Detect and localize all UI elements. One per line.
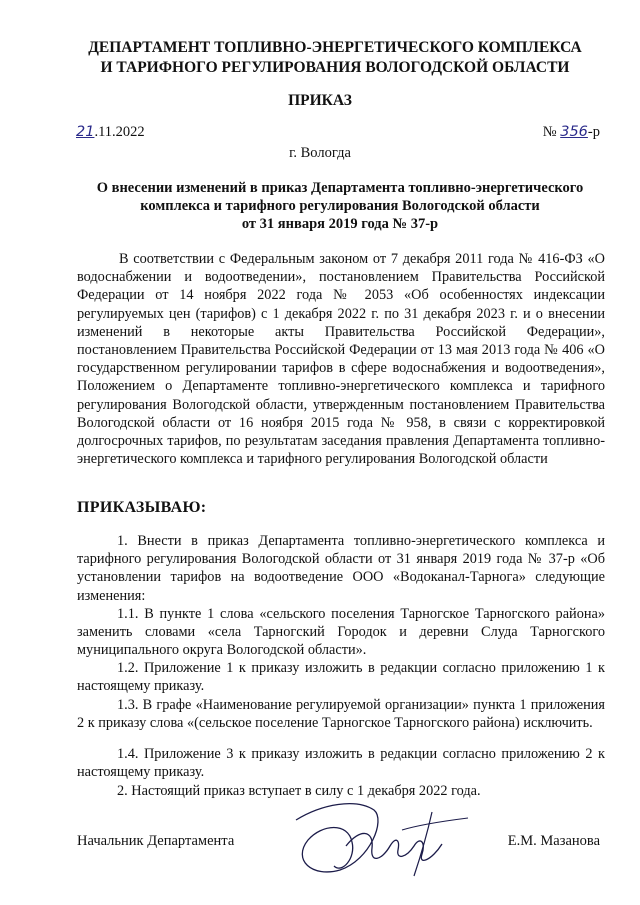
decree-heading: ПРИКАЗЫВАЮ: (77, 499, 207, 516)
city: г. Вологда (289, 145, 351, 161)
order-date (76, 124, 145, 141)
number-suffix: -р (587, 124, 600, 140)
document-type: ПРИКАЗ (288, 92, 352, 109)
preamble-paragraph: В соответствии с Федеральным законом от 7 декабря 2011 года № 416-ФЗ «О водоснабжении и водоотведении», постановлением Правительства Российской Федерации от 14 ноября 2022 года № 2053 «Об особенностях индексации регулируемых цен (тарифов) с 1 декабря 2022 г. по 31 декабря 2023 г. и о внесении изменений в некоторые акты Правительства Российской Федерации», постановлением Правительства Российской Федерации от 13 мая 2013 года № 406 «О государственном регулировании тарифов в сфере водоснабжения и водоотведения», Положением о Департаменте топливно-энергетического комплекса и тарифного регулирования Вологодской области, утвержденным постановлением Правительства Вологодской области от 16 ноября 2015 года № 958, в связи с корректировкой долгосрочных тарифов, по результатам заседания правления Департамента топливно-энергетического комплекса и тарифного регулирования Вологодской области (77, 251, 605, 468)
signatory-title: Начальник Департамента (77, 833, 235, 849)
number-prefix: № (542, 124, 561, 140)
handwritten-day: 21 (76, 124, 95, 140)
signatory-name: Е.М. Мазанова (507, 833, 600, 849)
order-number (543, 124, 600, 141)
item-1-1: 1.1. В пункте 1 слова «сельского поселения Тарногское Тарногского района» заменить словами «села Тарногский Городок и деревни Слуда Тарногского муниципального округа Вологодской области». (77, 606, 605, 659)
item-1-3: 1.3. В графе «Наименование регулируемой организации» пункта 1 приложения 2 к приказу слова «(сельское поселение Тарногское Тарногского района) исключить. (77, 697, 605, 732)
department-header (70, 38, 600, 78)
item-1-4: 1.4. Приложение 3 к приказу изложить в редакции согласно приложению 2 к настоящему приказу. (77, 746, 605, 781)
date-rest: .11.2022 (94, 124, 145, 140)
subject-line-3: от 31 января 2019 года № 37-р (241, 216, 439, 232)
subject-line-2: комплекса и тарифного регулирования Вологодской области (140, 198, 540, 214)
order-subject (80, 179, 600, 233)
item-1-2: 1.2. Приложение 1 к приказу изложить в редакции согласно приложению 1 к настоящему приказу. (77, 660, 605, 695)
department-line-1: ДЕПАРТАМЕНТ ТОПЛИВНО-ЭНЕРГЕТИЧЕСКОГО КОМПЛЕКСА (88, 39, 582, 56)
item-2: 2. Настоящий приказ вступает в силу с 1 декабря 2022 года. (117, 783, 481, 799)
subject-line-1: О внесении изменений в приказ Департамента топливно-энергетического (96, 180, 584, 196)
handwritten-number: 356 (560, 124, 588, 140)
department-line-2: И ТАРИФНОГО РЕГУЛИРОВАНИЯ ВОЛОГОДСКОЙ ОБЛАСТИ (100, 59, 570, 76)
item-1: 1. Внести в приказ Департамента топливно-энергетического комплекса и тарифного регулирования Вологодской области от 31 января 2019 года № 37-р «Об установлении тарифов на водоотведение ООО «Водоканал-Тарнога» следующие изменения: (77, 533, 605, 604)
handwritten-signature (282, 790, 472, 880)
